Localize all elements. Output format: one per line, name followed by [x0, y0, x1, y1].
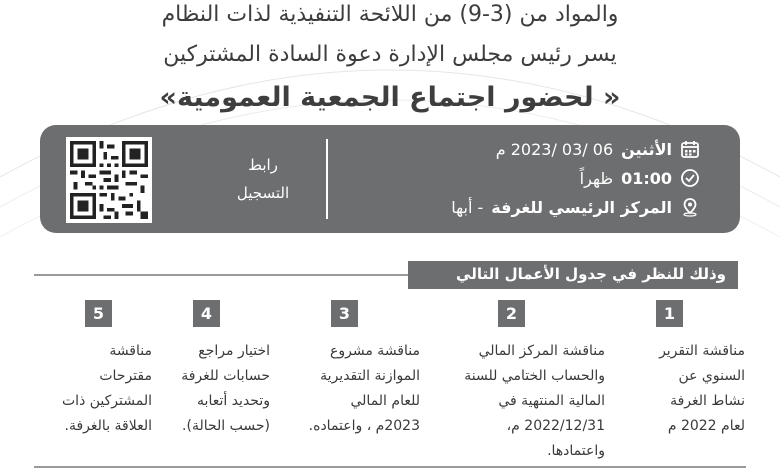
card-divider	[326, 139, 328, 219]
agenda-item-text: اختيار مراجع حسابات للغرفة وتحديد أتعابه (حسب الحالة).	[181, 343, 270, 434]
qr-code-icon	[70, 141, 148, 219]
agenda-item-1	[615, 300, 745, 439]
registration-label-line-1: رابط	[248, 156, 278, 174]
meeting-day: الأثنين	[621, 139, 672, 159]
agenda-item-3	[280, 300, 420, 439]
registration-link-label[interactable]	[218, 151, 308, 207]
time-row	[580, 168, 700, 188]
location-pin-icon	[680, 197, 700, 217]
agenda-item-text: مناقشة مشروع الموازنة التقديرية للعام المالي 2023م ، واعتماده.	[308, 343, 420, 434]
agenda-item-2	[445, 300, 605, 464]
meeting-date: 06 /03 /2023 م	[495, 139, 614, 159]
agenda-item-number: 4	[193, 300, 220, 327]
agenda-item-text: مناقشة المركز المالي والحساب الختامي للسنة المالية المنتهية في 2022/12/31 م، واعتمادها.	[464, 343, 605, 459]
intro-line-1: والمواد من (3-9) من اللائحة التنفيذية لذات النظام	[161, 2, 619, 27]
date-row	[496, 139, 700, 159]
agenda-item-number: 5	[85, 300, 112, 327]
location-name: المركز الرئيسي للغرفة	[491, 197, 672, 217]
agenda-item-number: 1	[656, 300, 683, 327]
agenda-rule	[34, 274, 414, 276]
agenda-item-text: مناقشة مقترحات المشتركين ذات العلاقة بالغرفة.	[62, 343, 152, 434]
agenda-item-5	[32, 300, 152, 439]
meeting-info-card	[40, 125, 740, 233]
agenda-item-number: 2	[498, 300, 525, 327]
meeting-time: 01:00	[621, 168, 672, 188]
agenda-item-number: 3	[331, 300, 358, 327]
bottom-rule	[34, 466, 746, 468]
page-title: « لحضور اجتماع الجمعية العمومية»	[159, 82, 621, 113]
meeting-time-suffix: ظهراً	[579, 168, 614, 188]
registration-qr-code[interactable]	[66, 137, 152, 223]
agenda-title: وذلك للنظر في جدول الأعمال التالي	[408, 261, 738, 289]
location-row	[451, 197, 700, 217]
agenda-item-text: مناقشة التقرير السنوي عن نشاط الغرفة لعام 2022 م	[659, 343, 745, 434]
location-city: - أبها	[451, 197, 484, 217]
agenda-item-4	[160, 300, 270, 439]
clock-icon	[680, 168, 700, 188]
calendar-icon	[680, 139, 700, 159]
intro-line-2: يسر رئيس مجلس الإدارة دعوة السادة المشتركين	[163, 42, 617, 67]
registration-label-line-2: التسجيل	[236, 184, 290, 202]
